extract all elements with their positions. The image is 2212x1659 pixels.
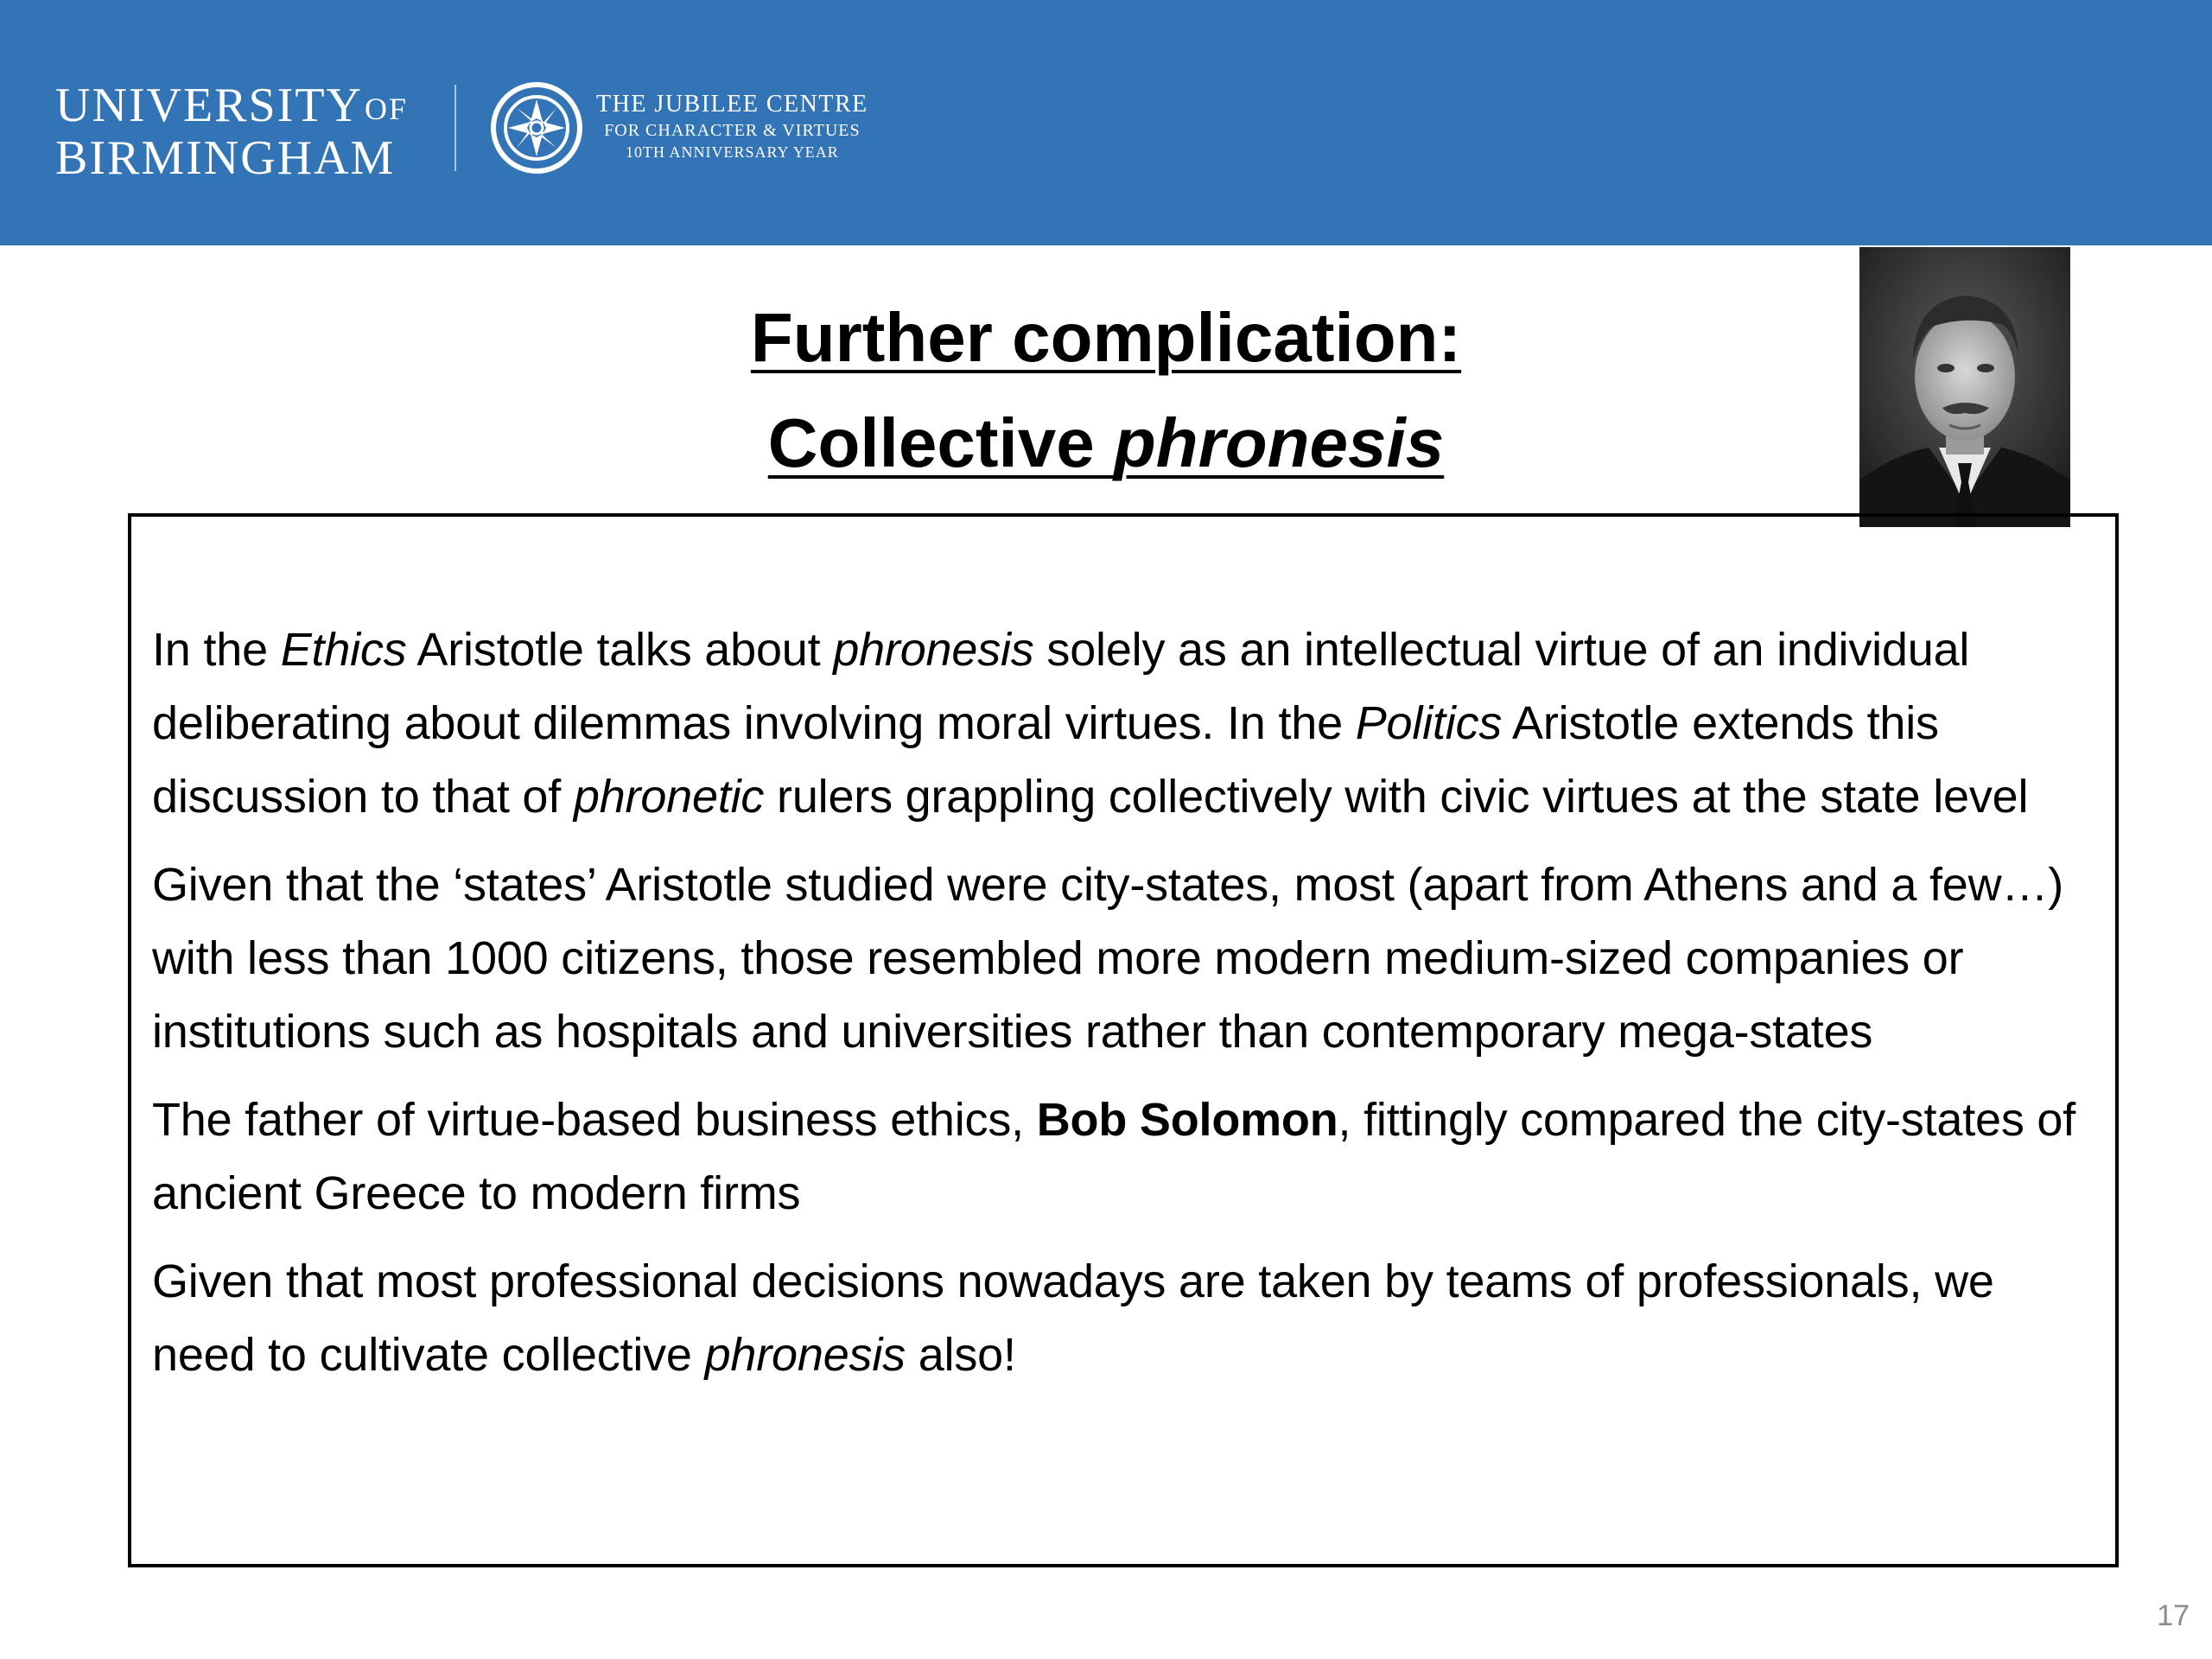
page-number: 17 xyxy=(2157,1599,2190,1632)
p1-italic-politics: Politics xyxy=(1355,697,1503,749)
paragraph-3 xyxy=(152,1084,2096,1230)
title-line2-italic: phronesis xyxy=(1113,404,1445,481)
jubilee-line1: THE JUBILEE CENTRE xyxy=(596,91,868,118)
portrait-photo-icon xyxy=(1859,247,2070,527)
content-text xyxy=(152,613,2096,1407)
logo-divider xyxy=(454,85,456,171)
p1-text: rulers grappling collectively with civic virtues at the state level xyxy=(764,771,2029,823)
portrait-photo xyxy=(1859,247,2070,527)
title-line1: Further complication: xyxy=(750,299,1462,376)
jubilee-centre-text xyxy=(596,90,868,162)
p1-text: solely as an intellectual virtue of an individual deliberating about dilemmas involving moral virtues. In the xyxy=(152,624,1970,749)
p3-text: , fittingly compared the city-states of ancient Greece to modern firms xyxy=(152,1094,2076,1219)
p1-text: Aristotle talks about xyxy=(406,624,834,676)
university-of: OF xyxy=(364,92,409,126)
title-line2-prefix: Collective xyxy=(767,404,1114,481)
paragraph-4 xyxy=(152,1245,2096,1392)
header-bar xyxy=(0,0,2212,245)
university-name-line2: BIRMINGHAM xyxy=(55,131,396,185)
p1-italic-phronesis: phronesis xyxy=(833,624,1034,676)
p1-italic-phronetic: phronetic xyxy=(573,771,765,823)
p4-text: Given that most professional decisions nowadays are taken by teams of professionals, we need to cultivate collective xyxy=(152,1255,1994,1381)
p1-italic-ethics: Ethics xyxy=(280,624,407,676)
jubilee-emblem-icon xyxy=(489,80,584,175)
p4-text: also! xyxy=(905,1329,1016,1381)
slide-title xyxy=(553,285,1659,496)
p4-italic-phronesis: phronesis xyxy=(704,1329,906,1381)
paragraph-1 xyxy=(152,613,2096,834)
p1-text: In the xyxy=(152,624,281,676)
p3-text: The father of virtue-based business ethics, xyxy=(152,1094,1037,1146)
jubilee-line3: 10TH ANNIVERSARY YEAR xyxy=(626,143,839,161)
p1-text: Aristotle extends this discussion to that of xyxy=(152,697,1939,823)
paragraph-2: Given that the ‘states’ Aristotle studied were city-states, most (apart from Athens and a few…) with less than 1000 citizens, those resembled more modern medium-sized companies or institutions such as hospitals and universities rather than contemporary mega-states xyxy=(152,859,2063,1058)
university-logo xyxy=(55,79,408,185)
jubilee-line2: FOR CHARACTER & VIRTUES xyxy=(604,121,861,140)
university-name-line1: UNIVERSITY xyxy=(55,79,363,132)
p3-bold-name: Bob Solomon xyxy=(1036,1094,1338,1146)
